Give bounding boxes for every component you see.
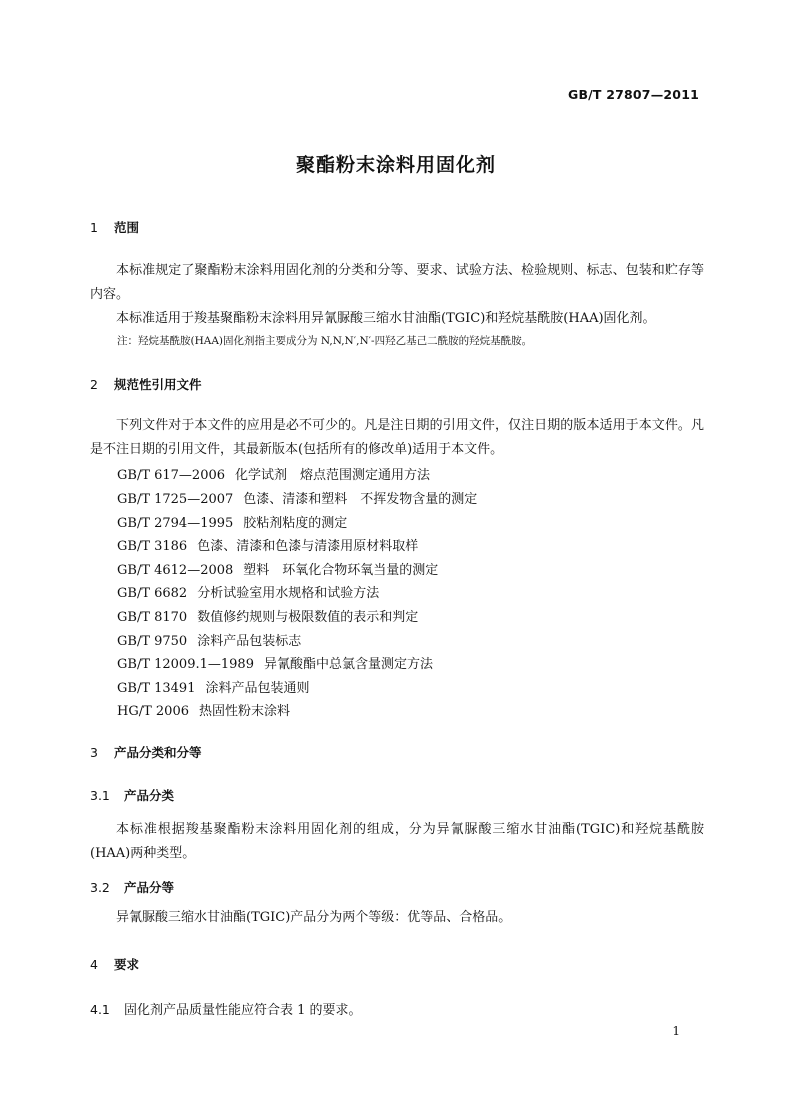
reference-title: 色漆、清漆和色漆与清漆用原材料取样 (197, 539, 419, 554)
section-title: 要求 (114, 957, 140, 972)
section-number: 3 (90, 745, 98, 760)
section-number: 4 (90, 957, 98, 972)
reference-title: 塑料 环氧化合物环氧当量的测定 (243, 563, 439, 578)
scope-note: 注：羟烷基酰胺(HAA)固化剂指主要成分为 N,N,N′,N′-四羟乙基己二酰胺的羟烷基酰胺。 (117, 335, 533, 347)
section-3-heading (90, 743, 202, 761)
scope-paragraph-2: 本标准适用于羧基聚酯粉末涂料用异氰脲酸三缩水甘油酯(TGIC)和羟烷基酰胺(HAA)固化剂。 (116, 311, 656, 326)
reference-item (117, 488, 477, 507)
reference-title: 数值修约规则与极限数值的表示和判定 (197, 610, 419, 625)
reference-title: 异氰酸酯中总氯含量测定方法 (263, 657, 433, 672)
reference-item (117, 630, 301, 649)
reference-code: GB/T 3186 (117, 539, 188, 554)
section-number: 3.2 (90, 880, 110, 895)
section-title: 规范性引用文件 (114, 377, 202, 392)
reference-code: GB/T 6682 (117, 586, 188, 601)
section-number: 2 (90, 377, 98, 392)
reference-title: 色漆、清漆和塑料 不挥发物含量的测定 (243, 492, 478, 507)
requirement-4-1 (90, 999, 362, 1018)
section-title: 产品分等 (124, 880, 175, 895)
section-title: 产品分类 (124, 788, 175, 803)
reference-code: GB/T 2794—1995 (117, 516, 234, 531)
reference-title: 涂料产品包装标志 (197, 634, 302, 649)
reference-title: 胶粘剂粘度的测定 (243, 516, 348, 531)
reference-title: 分析试验室用水规格和试验方法 (197, 586, 380, 601)
reference-item (117, 653, 433, 672)
clause-text: 固化剂产品质量性能应符合表 1 的要求。 (124, 1003, 362, 1018)
reference-item (117, 700, 290, 719)
normative-intro: 下列文件对于本文件的应用是必不可少的。凡是注日期的引用文件，仅注日期的版本适用于本文件。凡是不注日期的引用文件，其最新版本(包括所有的修改单)适用于本文件。 (90, 418, 704, 457)
clause-number: 4.1 (90, 1002, 110, 1017)
reference-item (117, 677, 310, 696)
section-number: 3.1 (90, 788, 110, 803)
reference-code: GB/T 9750 (117, 634, 188, 649)
page-number: 1 (672, 1024, 680, 1038)
section-title: 范围 (114, 220, 140, 235)
reference-code: GB/T 13491 (117, 681, 196, 696)
scope-paragraph-1: 本标准规定了聚酯粉末涂料用固化剂的分类和分等、要求、试验方法、检验规则、标志、包装和贮存等内容。 (90, 263, 704, 302)
reference-item (117, 559, 438, 578)
reference-code: GB/T 1725—2007 (117, 492, 234, 507)
section-4-heading (90, 955, 139, 973)
reference-code: GB/T 8170 (117, 610, 188, 625)
section-number: 1 (90, 220, 98, 235)
reference-title: 涂料产品包装通则 (205, 681, 310, 696)
document-title: 聚酯粉末涂料用固化剂 (295, 154, 496, 176)
reference-code: GB/T 4612—2008 (117, 563, 234, 578)
reference-item (117, 606, 418, 625)
reference-code: GB/T 617—2006 (117, 468, 226, 483)
reference-title: 热固性粉末涂料 (199, 704, 291, 719)
section-1-heading (90, 218, 139, 236)
reference-item (117, 535, 418, 554)
reference-title: 化学试剂 熔点范围测定通用方法 (235, 468, 431, 483)
reference-code: GB/T 12009.1—1989 (117, 657, 254, 672)
classification-paragraph: 本标准根据羧基聚酯粉末涂料用固化剂的组成，分为异氰脲酸三缩水甘油酯(TGIC)和羟烷基酰胺(HAA)两种类型。 (90, 822, 704, 861)
reference-item (117, 464, 430, 483)
reference-code: HG/T 2006 (117, 704, 189, 719)
grading-paragraph: 异氰脲酸三缩水甘油酯(TGIC)产品分为两个等级：优等品、合格品。 (116, 910, 512, 925)
section-3-1-heading (90, 786, 174, 804)
section-title: 产品分类和分等 (114, 745, 202, 760)
section-2-heading (90, 375, 202, 393)
standard-code: GB/T 27807—2011 (567, 87, 699, 102)
section-3-2-heading (90, 878, 174, 896)
reference-item (117, 582, 379, 601)
reference-item (117, 512, 347, 531)
